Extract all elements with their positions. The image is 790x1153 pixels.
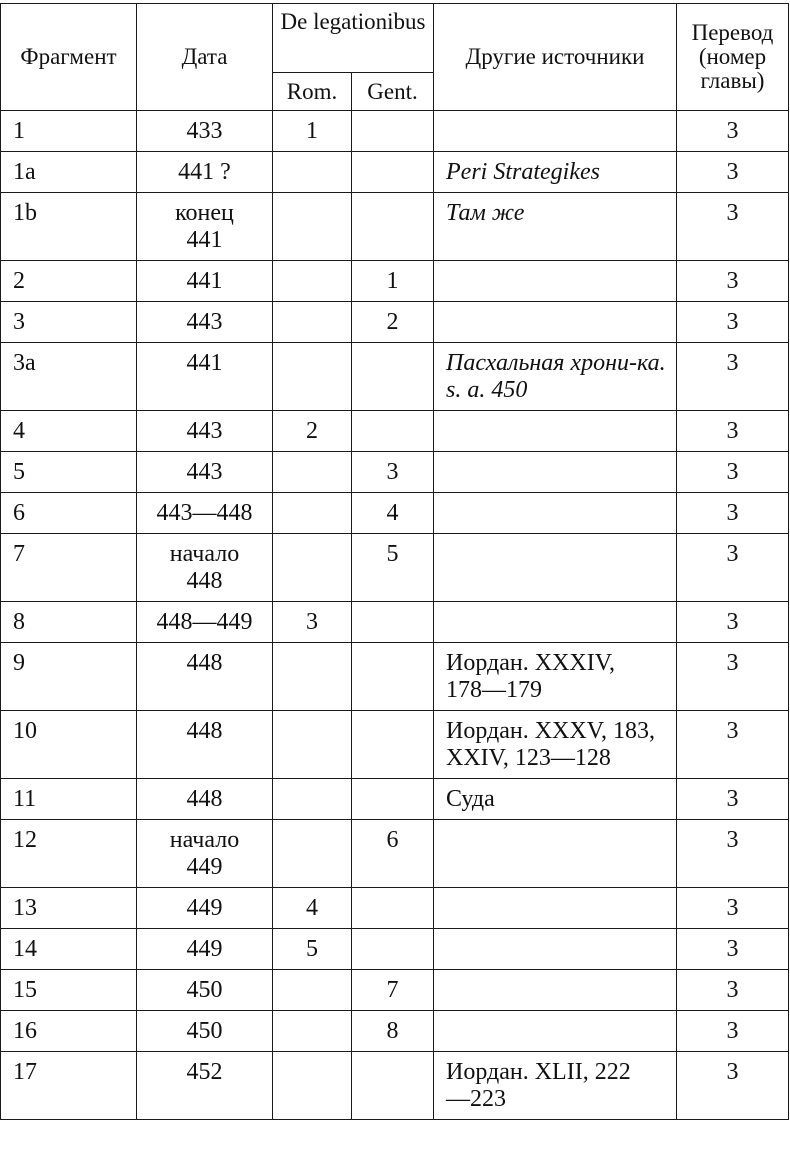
cell-fragment: 6 <box>1 493 137 534</box>
cell-rom <box>273 493 352 534</box>
cell-other-sources <box>434 820 677 888</box>
header-date: Дата <box>137 4 273 111</box>
cell-gent <box>352 343 434 411</box>
cell-translation: 3 <box>677 970 789 1011</box>
table-row <box>1 411 789 452</box>
cell-fragment: 13 <box>1 888 137 929</box>
cell-date: 443 <box>137 452 273 493</box>
cell-other-sources <box>434 643 677 711</box>
cell-other-sources <box>434 111 677 152</box>
cell-other-sources <box>434 929 677 970</box>
cell-date: 448 <box>137 711 273 779</box>
cell-other-sources <box>434 1052 677 1120</box>
cell-translation: 3 <box>677 111 789 152</box>
cell-rom <box>273 534 352 602</box>
table-row <box>1 152 789 193</box>
cell-other-sources: Там же <box>434 193 677 261</box>
cell-translation: 3 <box>677 643 789 711</box>
table-row <box>1 111 789 152</box>
cell-gent <box>352 602 434 643</box>
cell-other-sources <box>434 711 677 779</box>
cell-fragment: 1a <box>1 152 137 193</box>
cell-date: 443—448 <box>137 493 273 534</box>
source-text: Иордан. XXXV, 183, XXIV, 123—128 <box>446 718 655 771</box>
cell-other-sources: Peri Strategikes <box>434 152 677 193</box>
cell-fragment: 9 <box>1 643 137 711</box>
cell-rom <box>273 970 352 1011</box>
cell-rom <box>273 343 352 411</box>
source-text: Пасхальная хрони-ка. s. a. 450 <box>446 350 666 403</box>
cell-fragment: 12 <box>1 820 137 888</box>
cell-rom: 3 <box>273 602 352 643</box>
cell-fragment: 7 <box>1 534 137 602</box>
fragments-table <box>0 3 789 1120</box>
cell-gent <box>352 929 434 970</box>
cell-gent <box>352 111 434 152</box>
cell-gent: 8 <box>352 1011 434 1052</box>
cell-rom <box>273 302 352 343</box>
cell-translation: 3 <box>677 493 789 534</box>
cell-gent <box>352 711 434 779</box>
table-row <box>1 711 789 779</box>
header-translation: Перевод (номер главы) <box>677 4 789 111</box>
header-rom: Rom. <box>273 73 352 111</box>
cell-other-sources <box>434 534 677 602</box>
cell-date <box>137 193 273 261</box>
source-text: Иордан. XLII, 222—223 <box>446 1059 631 1112</box>
header-other-sources: Другие источники <box>434 4 677 111</box>
cell-date <box>137 534 273 602</box>
cell-translation: 3 <box>677 452 789 493</box>
cell-gent: 1 <box>352 261 434 302</box>
cell-fragment: 3a <box>1 343 137 411</box>
table-body <box>1 111 789 1120</box>
cell-fragment: 5 <box>1 452 137 493</box>
table-row <box>1 970 789 1011</box>
table-header <box>1 4 789 111</box>
cell-rom <box>273 452 352 493</box>
cell-other-sources <box>434 493 677 534</box>
cell-gent <box>352 152 434 193</box>
table-row <box>1 261 789 302</box>
cell-other-sources <box>434 970 677 1011</box>
cell-other-sources <box>434 261 677 302</box>
cell-translation: 3 <box>677 1052 789 1120</box>
cell-date: 450 <box>137 970 273 1011</box>
cell-other-sources: Суда <box>434 779 677 820</box>
cell-rom: 5 <box>273 929 352 970</box>
cell-translation: 3 <box>677 779 789 820</box>
cell-translation: 3 <box>677 411 789 452</box>
cell-fragment: 14 <box>1 929 137 970</box>
cell-fragment: 11 <box>1 779 137 820</box>
cell-date: 448—449 <box>137 602 273 643</box>
cell-translation: 3 <box>677 343 789 411</box>
date-text: конец 441 <box>175 200 234 253</box>
cell-rom <box>273 711 352 779</box>
cell-rom <box>273 643 352 711</box>
cell-fragment: 16 <box>1 1011 137 1052</box>
cell-translation: 3 <box>677 820 789 888</box>
cell-fragment: 1b <box>1 193 137 261</box>
cell-gent: 7 <box>352 970 434 1011</box>
table-row <box>1 302 789 343</box>
cell-fragment: 3 <box>1 302 137 343</box>
cell-rom <box>273 152 352 193</box>
cell-fragment: 15 <box>1 970 137 1011</box>
cell-date: 433 <box>137 111 273 152</box>
cell-gent <box>352 643 434 711</box>
cell-date: 452 <box>137 1052 273 1120</box>
cell-gent: 3 <box>352 452 434 493</box>
table-row <box>1 820 789 888</box>
cell-gent: 2 <box>352 302 434 343</box>
cell-rom: 4 <box>273 888 352 929</box>
table-row <box>1 1011 789 1052</box>
cell-other-sources <box>434 888 677 929</box>
table-row <box>1 193 789 261</box>
table-row <box>1 643 789 711</box>
cell-rom <box>273 820 352 888</box>
cell-fragment: 10 <box>1 711 137 779</box>
cell-rom <box>273 193 352 261</box>
cell-translation: 3 <box>677 302 789 343</box>
cell-gent <box>352 779 434 820</box>
table-row <box>1 1052 789 1120</box>
cell-date: 441 ? <box>137 152 273 193</box>
cell-date: 441 <box>137 261 273 302</box>
cell-translation: 3 <box>677 261 789 302</box>
cell-translation: 3 <box>677 602 789 643</box>
cell-date: 450 <box>137 1011 273 1052</box>
cell-gent: 6 <box>352 820 434 888</box>
cell-date: 443 <box>137 302 273 343</box>
cell-date: 449 <box>137 888 273 929</box>
cell-rom <box>273 1011 352 1052</box>
cell-rom <box>273 261 352 302</box>
cell-date: 448 <box>137 643 273 711</box>
table-row <box>1 602 789 643</box>
header-gent: Gent. <box>352 73 434 111</box>
table-row <box>1 929 789 970</box>
cell-other-sources <box>434 302 677 343</box>
table-row <box>1 534 789 602</box>
cell-translation: 3 <box>677 711 789 779</box>
cell-fragment: 2 <box>1 261 137 302</box>
cell-gent <box>352 411 434 452</box>
date-text: начало 449 <box>169 827 240 880</box>
cell-rom: 1 <box>273 111 352 152</box>
cell-translation: 3 <box>677 534 789 602</box>
cell-translation: 3 <box>677 152 789 193</box>
cell-translation: 3 <box>677 193 789 261</box>
cell-rom: 2 <box>273 411 352 452</box>
table-row <box>1 343 789 411</box>
cell-translation: 3 <box>677 929 789 970</box>
table-row <box>1 888 789 929</box>
source-text: Иордан. XXXIV, 178—179 <box>446 650 615 703</box>
cell-other-sources <box>434 602 677 643</box>
cell-date: 441 <box>137 343 273 411</box>
cell-other-sources <box>434 452 677 493</box>
cell-rom <box>273 1052 352 1120</box>
cell-date: 448 <box>137 779 273 820</box>
cell-date <box>137 820 273 888</box>
cell-rom <box>273 779 352 820</box>
cell-gent <box>352 193 434 261</box>
cell-gent: 4 <box>352 493 434 534</box>
table-row <box>1 493 789 534</box>
header-de-legationibus: De legationibus <box>273 4 434 73</box>
cell-fragment: 8 <box>1 602 137 643</box>
cell-translation: 3 <box>677 888 789 929</box>
header-fragment: Фрагмент <box>1 4 137 111</box>
cell-fragment: 1 <box>1 111 137 152</box>
cell-fragment: 17 <box>1 1052 137 1120</box>
cell-other-sources <box>434 411 677 452</box>
cell-other-sources <box>434 343 677 411</box>
cell-translation: 3 <box>677 1011 789 1052</box>
cell-gent <box>352 1052 434 1120</box>
table-row <box>1 452 789 493</box>
cell-date: 443 <box>137 411 273 452</box>
cell-gent <box>352 888 434 929</box>
date-text: начало 448 <box>169 541 240 594</box>
table-row <box>1 779 789 820</box>
cell-gent: 5 <box>352 534 434 602</box>
cell-date: 449 <box>137 929 273 970</box>
cell-fragment: 4 <box>1 411 137 452</box>
cell-other-sources <box>434 1011 677 1052</box>
